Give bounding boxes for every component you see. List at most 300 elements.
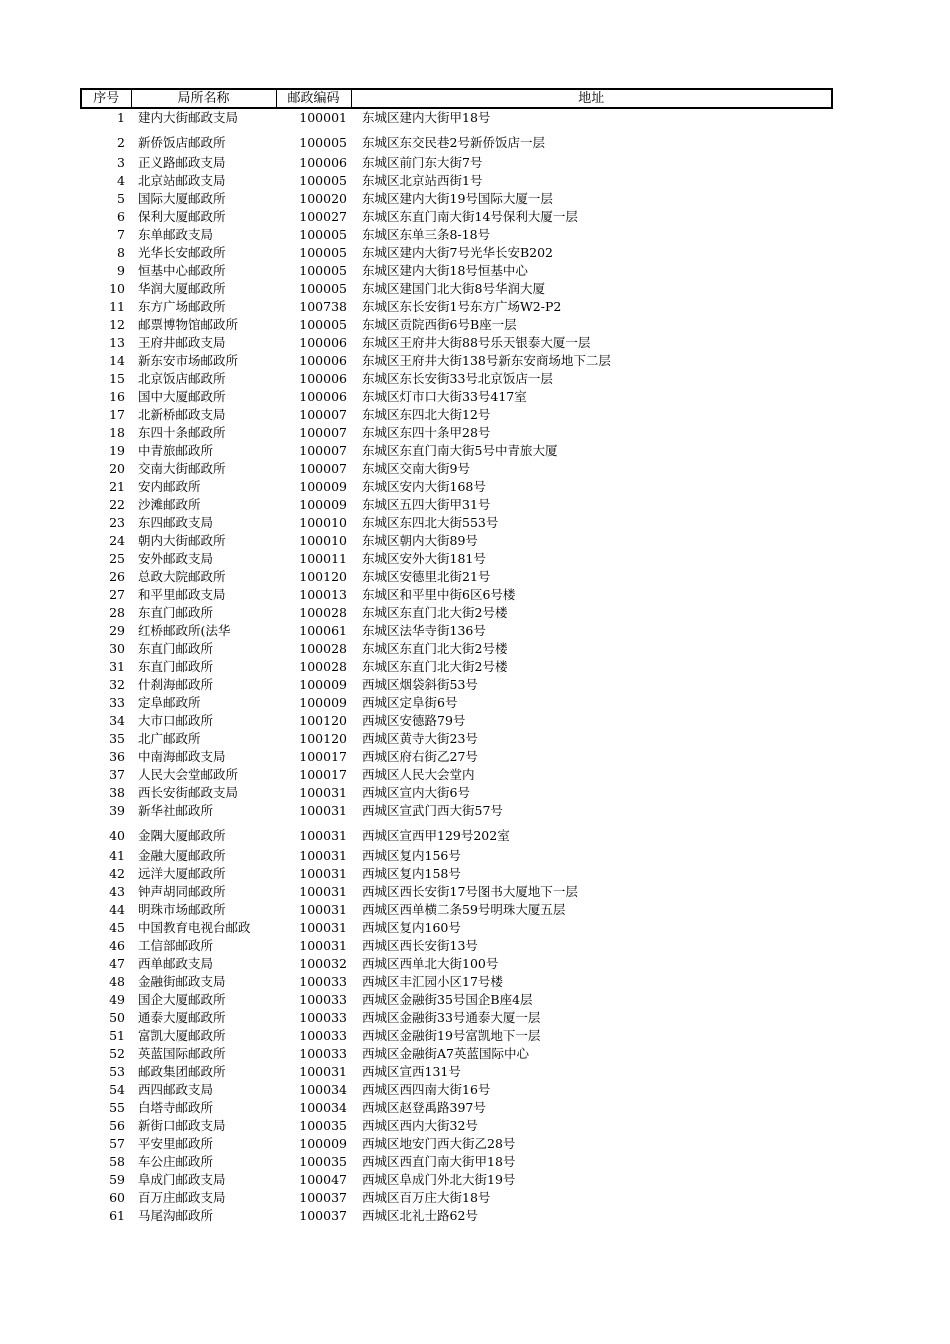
cell-name: 新侨饭店邮政所 (138, 134, 226, 150)
cell-addr: 西城区金融街19号富凯地下一层 (362, 1028, 541, 1043)
cell-name: 东单邮政支局 (138, 227, 214, 242)
cell-code: 100031 (299, 866, 347, 881)
cell-code: 100028 (299, 605, 347, 620)
cell-num: 45 (109, 920, 125, 935)
cell-name: 国企大厦邮政所 (138, 992, 226, 1007)
cell-name: 平安里邮政所 (138, 1136, 214, 1151)
cell-num: 35 (109, 731, 125, 746)
table-row (81, 1027, 832, 1045)
table-row (81, 406, 832, 424)
cell-name: 金融街邮政支局 (138, 974, 226, 989)
cell-name: 总政大院邮政所 (138, 569, 226, 584)
table-row (81, 108, 832, 127)
cell-code: 100005 (299, 134, 347, 150)
cell-num: 20 (109, 461, 125, 476)
cell-code: 100009 (299, 677, 347, 692)
cell-addr: 西城区阜成门外北大街19号 (362, 1172, 516, 1187)
cell-code: 100033 (299, 974, 347, 989)
cell-code: 100013 (299, 587, 347, 602)
table-row (81, 1171, 832, 1189)
table-row (81, 1081, 832, 1099)
table-row (81, 1099, 832, 1117)
cell-addr: 东城区东单三条8-18号 (362, 227, 491, 242)
cell-num: 11 (109, 299, 125, 314)
cell-name: 东直门邮政所 (138, 659, 214, 674)
table-row (81, 676, 832, 694)
cell-code: 100047 (299, 1172, 347, 1187)
cell-code: 100006 (299, 353, 347, 368)
cell-addr: 东城区东长安街1号东方广场W2-P2 (362, 299, 562, 314)
cell-name: 沙滩邮政所 (138, 497, 201, 512)
cell-addr: 西城区地安门西大街乙28号 (362, 1136, 516, 1151)
cell-addr: 西城区百万庄大街18号 (362, 1190, 491, 1205)
cell-num: 26 (109, 569, 125, 584)
cell-name: 新东安市场邮政所 (138, 353, 239, 368)
cell-name: 远洋大厦邮政所 (138, 866, 226, 881)
cell-code: 100010 (299, 533, 347, 548)
cell-name: 朝内大街邮政所 (138, 533, 226, 548)
cell-name: 白塔寺邮政所 (138, 1100, 214, 1115)
table-row (81, 640, 832, 658)
cell-code: 100009 (299, 479, 347, 494)
table-row (81, 316, 832, 334)
cell-num: 19 (109, 443, 125, 458)
cell-name: 国中大厦邮政所 (138, 389, 226, 404)
table-row (81, 388, 832, 406)
cell-code: 100034 (299, 1082, 347, 1097)
table-row (81, 190, 832, 208)
cell-addr: 东城区北京站西街1号 (362, 173, 483, 188)
cell-name: 西长安街邮政支局 (138, 785, 239, 800)
cell-name: 东四十条邮政所 (138, 425, 226, 440)
cell-code: 100001 (299, 110, 347, 125)
table-body (81, 108, 832, 1225)
cell-num: 5 (117, 191, 125, 206)
cell-num: 6 (117, 209, 125, 224)
cell-num: 24 (109, 533, 125, 548)
cell-num: 28 (109, 605, 125, 620)
cell-num: 18 (109, 425, 125, 440)
cell-name: 马尾沟邮政所 (138, 1208, 214, 1223)
cell-addr: 东城区和平里中街6区6号楼 (362, 587, 516, 602)
cell-name: 金隅大厦邮政所 (138, 827, 226, 843)
cell-code: 100011 (299, 551, 347, 566)
cell-addr: 东城区东四北大街12号 (362, 407, 491, 422)
cell-name: 西四邮政支局 (138, 1082, 214, 1097)
table-row (81, 937, 832, 955)
cell-num: 49 (109, 992, 125, 1007)
cell-code: 100027 (299, 209, 347, 224)
cell-name: 光华长安邮政所 (138, 245, 226, 260)
spreadsheet (80, 88, 831, 1225)
cell-addr: 西城区丰汇园小区17号楼 (362, 974, 503, 989)
cell-num: 4 (117, 173, 125, 188)
table-row (81, 478, 832, 496)
cell-name: 北新桥邮政支局 (138, 407, 226, 422)
cell-addr: 西城区赵登禹路397号 (362, 1100, 486, 1115)
cell-addr: 西城区西直门南大街甲18号 (362, 1154, 516, 1169)
header-code: 邮政编码 (276, 89, 351, 108)
cell-addr: 东城区东四北大街553号 (362, 515, 499, 530)
cell-addr: 西城区复内156号 (362, 848, 461, 863)
cell-code: 100031 (299, 848, 347, 863)
cell-addr: 东城区安外大街181号 (362, 551, 486, 566)
cell-code: 100031 (299, 827, 347, 843)
cell-name: 东直门邮政所 (138, 641, 214, 656)
cell-addr: 东城区王府井大街88号乐天银泰大厦一层 (362, 335, 591, 350)
table-row (81, 748, 832, 766)
cell-addr: 西城区宣内大街6号 (362, 785, 470, 800)
cell-num: 13 (109, 335, 125, 350)
cell-name: 安内邮政所 (138, 479, 201, 494)
cell-addr: 西城区西长安街13号 (362, 938, 478, 953)
cell-addr: 西城区西长安街17号图书大厦地下一层 (362, 884, 578, 899)
cell-num: 23 (109, 515, 125, 530)
cell-num: 53 (109, 1064, 125, 1079)
cell-addr: 东城区建内大街甲18号 (362, 110, 491, 125)
cell-addr: 西城区人民大会堂内 (362, 767, 475, 782)
table-row (81, 172, 832, 190)
cell-name: 安外邮政支局 (138, 551, 214, 566)
table-row (81, 1009, 832, 1027)
cell-name: 中青旅邮政所 (138, 443, 214, 458)
cell-code: 100007 (299, 407, 347, 422)
cell-num: 40 (109, 827, 125, 843)
table-row (81, 919, 832, 937)
cell-num: 44 (109, 902, 125, 917)
table-row (81, 262, 832, 280)
cell-code: 100034 (299, 1100, 347, 1115)
cell-name: 华润大厦邮政所 (138, 281, 226, 296)
cell-num: 60 (109, 1190, 125, 1205)
cell-code: 100028 (299, 641, 347, 656)
table-row (81, 766, 832, 784)
cell-name: 和平里邮政支局 (138, 587, 226, 602)
cell-name: 英蓝国际邮政所 (138, 1046, 226, 1061)
cell-num: 10 (109, 281, 125, 296)
table-row (81, 244, 832, 262)
cell-code: 100005 (299, 173, 347, 188)
table-row (81, 784, 832, 802)
table-row (81, 550, 832, 568)
cell-code: 100005 (299, 317, 347, 332)
table-row (81, 694, 832, 712)
cell-num: 17 (109, 407, 125, 422)
cell-addr: 西城区定阜街6号 (362, 695, 458, 710)
cell-name: 钟声胡同邮政所 (138, 884, 226, 899)
table-row (81, 991, 832, 1009)
cell-name: 西单邮政支局 (138, 956, 214, 971)
cell-name: 北广邮政所 (138, 731, 201, 746)
cell-code: 100120 (299, 569, 347, 584)
cell-code: 100010 (299, 515, 347, 530)
cell-num: 2 (117, 134, 125, 150)
cell-code: 100017 (299, 767, 347, 782)
cell-addr: 东城区建内大街19号国际大厦一层 (362, 191, 553, 206)
cell-addr: 西城区北礼士路62号 (362, 1208, 478, 1223)
cell-code: 100009 (299, 695, 347, 710)
cell-addr: 东城区建国门北大街8号华润大厦 (362, 281, 545, 296)
table-row (81, 226, 832, 244)
header-name: 局所名称 (131, 89, 276, 108)
cell-addr: 东城区东长安街33号北京饭店一层 (362, 371, 553, 386)
table-row (81, 154, 832, 172)
cell-num: 54 (109, 1082, 125, 1097)
table-row (81, 532, 832, 550)
cell-addr: 东城区交南大街9号 (362, 461, 470, 476)
cell-num: 7 (117, 227, 125, 242)
cell-name: 北京站邮政支局 (138, 173, 226, 188)
table-row (81, 568, 832, 586)
table-row (81, 1135, 832, 1153)
cell-code: 100033 (299, 1010, 347, 1025)
cell-code: 100028 (299, 659, 347, 674)
cell-num: 51 (109, 1028, 125, 1043)
cell-addr: 西城区宣西131号 (362, 1064, 461, 1079)
cell-num: 12 (109, 317, 125, 332)
cell-name: 中国教育电视台邮政 (138, 920, 251, 935)
cell-num: 3 (117, 155, 125, 170)
cell-addr: 东城区灯市口大街33号417室 (362, 389, 527, 404)
table-row (81, 730, 832, 748)
cell-name: 什刹海邮政所 (138, 677, 214, 692)
cell-addr: 东城区前门东大街7号 (362, 155, 483, 170)
table-row (81, 658, 832, 676)
table-row (81, 1189, 832, 1207)
cell-num: 61 (109, 1208, 125, 1223)
cell-name: 金融大厦邮政所 (138, 848, 226, 863)
header-row (81, 89, 832, 108)
cell-num: 36 (109, 749, 125, 764)
cell-code: 100007 (299, 461, 347, 476)
cell-code: 100007 (299, 425, 347, 440)
cell-addr: 东城区东直门北大街2号楼 (362, 605, 508, 620)
cell-code: 100120 (299, 713, 347, 728)
table-row (81, 298, 832, 316)
cell-name: 工信部邮政所 (138, 938, 214, 953)
cell-name: 百万庄邮政支局 (138, 1190, 226, 1205)
cell-code: 100033 (299, 992, 347, 1007)
cell-num: 30 (109, 641, 125, 656)
cell-code: 100120 (299, 731, 347, 746)
cell-addr: 东城区贡院西街6号B座一层 (362, 317, 517, 332)
cell-num: 22 (109, 497, 125, 512)
cell-num: 31 (109, 659, 125, 674)
cell-num: 14 (109, 353, 125, 368)
cell-addr: 东城区建内大街7号光华长安B202 (362, 245, 553, 260)
cell-code: 100033 (299, 1046, 347, 1061)
table-row (81, 955, 832, 973)
cell-code: 100007 (299, 443, 347, 458)
cell-addr: 东城区建内大街18号恒基中心 (362, 263, 528, 278)
cell-num: 42 (109, 866, 125, 881)
cell-num: 52 (109, 1046, 125, 1061)
cell-addr: 东城区东四十条甲28号 (362, 425, 491, 440)
cell-addr: 西城区西内大街32号 (362, 1118, 478, 1133)
cell-addr: 西城区复内158号 (362, 866, 461, 881)
cell-code: 100009 (299, 1136, 347, 1151)
cell-name: 富凯大厦邮政所 (138, 1028, 226, 1043)
cell-num: 47 (109, 956, 125, 971)
cell-num: 38 (109, 785, 125, 800)
table-row (81, 370, 832, 388)
cell-addr: 西城区宣武门西大街57号 (362, 803, 503, 818)
table-row (81, 901, 832, 919)
cell-num: 58 (109, 1154, 125, 1169)
cell-num: 34 (109, 713, 125, 728)
cell-name: 北京饭店邮政所 (138, 371, 226, 386)
cell-code: 100037 (299, 1208, 347, 1223)
cell-name: 国际大厦邮政所 (138, 191, 226, 206)
cell-addr: 东城区王府井大街138号新东安商场地下二层 (362, 353, 611, 368)
table-row (81, 865, 832, 883)
cell-code: 100033 (299, 1028, 347, 1043)
cell-code: 100037 (299, 1190, 347, 1205)
cell-name: 交南大街邮政所 (138, 461, 226, 476)
cell-addr: 西城区复内160号 (362, 920, 461, 935)
cell-addr: 东城区安内大街168号 (362, 479, 486, 494)
table-row (81, 514, 832, 532)
cell-name: 东四邮政支局 (138, 515, 214, 530)
cell-addr: 东城区朝内大街89号 (362, 533, 478, 548)
cell-name: 明珠市场邮政所 (138, 902, 226, 917)
cell-num: 32 (109, 677, 125, 692)
cell-name: 通泰大厦邮政所 (138, 1010, 226, 1025)
table-row (81, 352, 832, 370)
cell-num: 48 (109, 974, 125, 989)
cell-name: 中南海邮政支局 (138, 749, 226, 764)
cell-name: 人民大会堂邮政所 (138, 767, 239, 782)
cell-addr: 西城区烟袋斜街53号 (362, 677, 478, 692)
cell-addr: 西城区安德路79号 (362, 713, 466, 728)
cell-code: 100031 (299, 785, 347, 800)
table-row (81, 424, 832, 442)
cell-addr: 东城区安德里北街21号 (362, 569, 491, 584)
cell-code: 100005 (299, 245, 347, 260)
cell-addr: 西城区宣西甲129号202室 (362, 827, 510, 843)
cell-num: 21 (109, 479, 125, 494)
cell-code: 100031 (299, 920, 347, 935)
cell-addr: 东城区东直门北大街2号楼 (362, 641, 508, 656)
cell-addr: 西城区府右街乙27号 (362, 749, 478, 764)
cell-code: 100005 (299, 281, 347, 296)
cell-name: 正义路邮政支局 (138, 155, 226, 170)
cell-num: 46 (109, 938, 125, 953)
cell-name: 东直门邮政所 (138, 605, 214, 620)
cell-addr: 东城区东直门南大街5号中青旅大厦 (362, 443, 558, 458)
table-row (81, 973, 832, 991)
cell-name: 邮政集团邮政所 (138, 1064, 226, 1079)
table-row (81, 127, 832, 154)
table-row (81, 1063, 832, 1081)
cell-name: 红桥邮政所(法华 (138, 623, 231, 638)
cell-num: 27 (109, 587, 125, 602)
cell-code: 100031 (299, 1064, 347, 1079)
cell-addr: 西城区金融街A7英蓝国际中心 (362, 1046, 529, 1061)
cell-num: 29 (109, 623, 125, 638)
cell-code: 100738 (299, 299, 347, 314)
table-row (81, 847, 832, 865)
cell-code: 100005 (299, 227, 347, 242)
table-row (81, 334, 832, 352)
cell-name: 新华社邮政所 (138, 803, 214, 818)
table-row (81, 208, 832, 226)
cell-addr: 西城区西四南大街16号 (362, 1082, 491, 1097)
cell-num: 8 (117, 245, 125, 260)
cell-num: 39 (109, 803, 125, 818)
table-row (81, 442, 832, 460)
cell-num: 33 (109, 695, 125, 710)
table-row (81, 1117, 832, 1135)
table-row (81, 712, 832, 730)
cell-name: 邮票博物馆邮政所 (138, 317, 239, 332)
cell-name: 保利大厦邮政所 (138, 209, 226, 224)
cell-code: 100061 (299, 623, 347, 638)
cell-code: 100020 (299, 191, 347, 206)
cell-num: 59 (109, 1172, 125, 1187)
cell-addr: 西城区黄寺大街23号 (362, 731, 478, 746)
post-office-table (80, 88, 833, 1225)
cell-num: 43 (109, 884, 125, 899)
cell-addr: 西城区金融街35号国企B座4层 (362, 992, 533, 1007)
cell-code: 100035 (299, 1118, 347, 1133)
cell-num: 55 (109, 1100, 125, 1115)
cell-code: 100005 (299, 263, 347, 278)
header-addr: 地址 (351, 89, 832, 108)
cell-num: 16 (109, 389, 125, 404)
cell-num: 9 (117, 263, 125, 278)
cell-num: 41 (109, 848, 125, 863)
cell-code: 100006 (299, 335, 347, 350)
table-row (81, 1045, 832, 1063)
cell-code: 100031 (299, 902, 347, 917)
cell-code: 100009 (299, 497, 347, 512)
cell-code: 100006 (299, 155, 347, 170)
cell-code: 100031 (299, 803, 347, 818)
cell-name: 建内大街邮政支局 (138, 110, 239, 125)
cell-code: 100031 (299, 884, 347, 899)
table-row (81, 1207, 832, 1225)
table-row (81, 586, 832, 604)
table-row (81, 280, 832, 298)
cell-addr: 东城区东交民巷2号新侨饭店一层 (362, 134, 545, 150)
cell-num: 56 (109, 1118, 125, 1133)
cell-name: 车公庄邮政所 (138, 1154, 214, 1169)
table-row (81, 1153, 832, 1171)
cell-addr: 东城区法华寺街136号 (362, 623, 486, 638)
cell-code: 100006 (299, 389, 347, 404)
table-row (81, 802, 832, 820)
cell-addr: 西城区西单横二条59号明珠大厦五层 (362, 902, 566, 917)
cell-name: 恒基中心邮政所 (138, 263, 226, 278)
table-row (81, 604, 832, 622)
table-row (81, 820, 832, 847)
cell-num: 25 (109, 551, 125, 566)
cell-addr: 西城区金融街33号通泰大厦一层 (362, 1010, 541, 1025)
cell-name: 王府井邮政支局 (138, 335, 226, 350)
cell-num: 15 (109, 371, 125, 386)
cell-num: 57 (109, 1136, 125, 1151)
cell-name: 大市口邮政所 (138, 713, 214, 728)
cell-num: 50 (109, 1010, 125, 1025)
table-row (81, 496, 832, 514)
cell-code: 100031 (299, 938, 347, 953)
cell-addr: 东城区五四大街甲31号 (362, 497, 491, 512)
table-row (81, 883, 832, 901)
cell-num: 37 (109, 767, 125, 782)
cell-name: 东方广场邮政所 (138, 299, 226, 314)
cell-code: 100035 (299, 1154, 347, 1169)
